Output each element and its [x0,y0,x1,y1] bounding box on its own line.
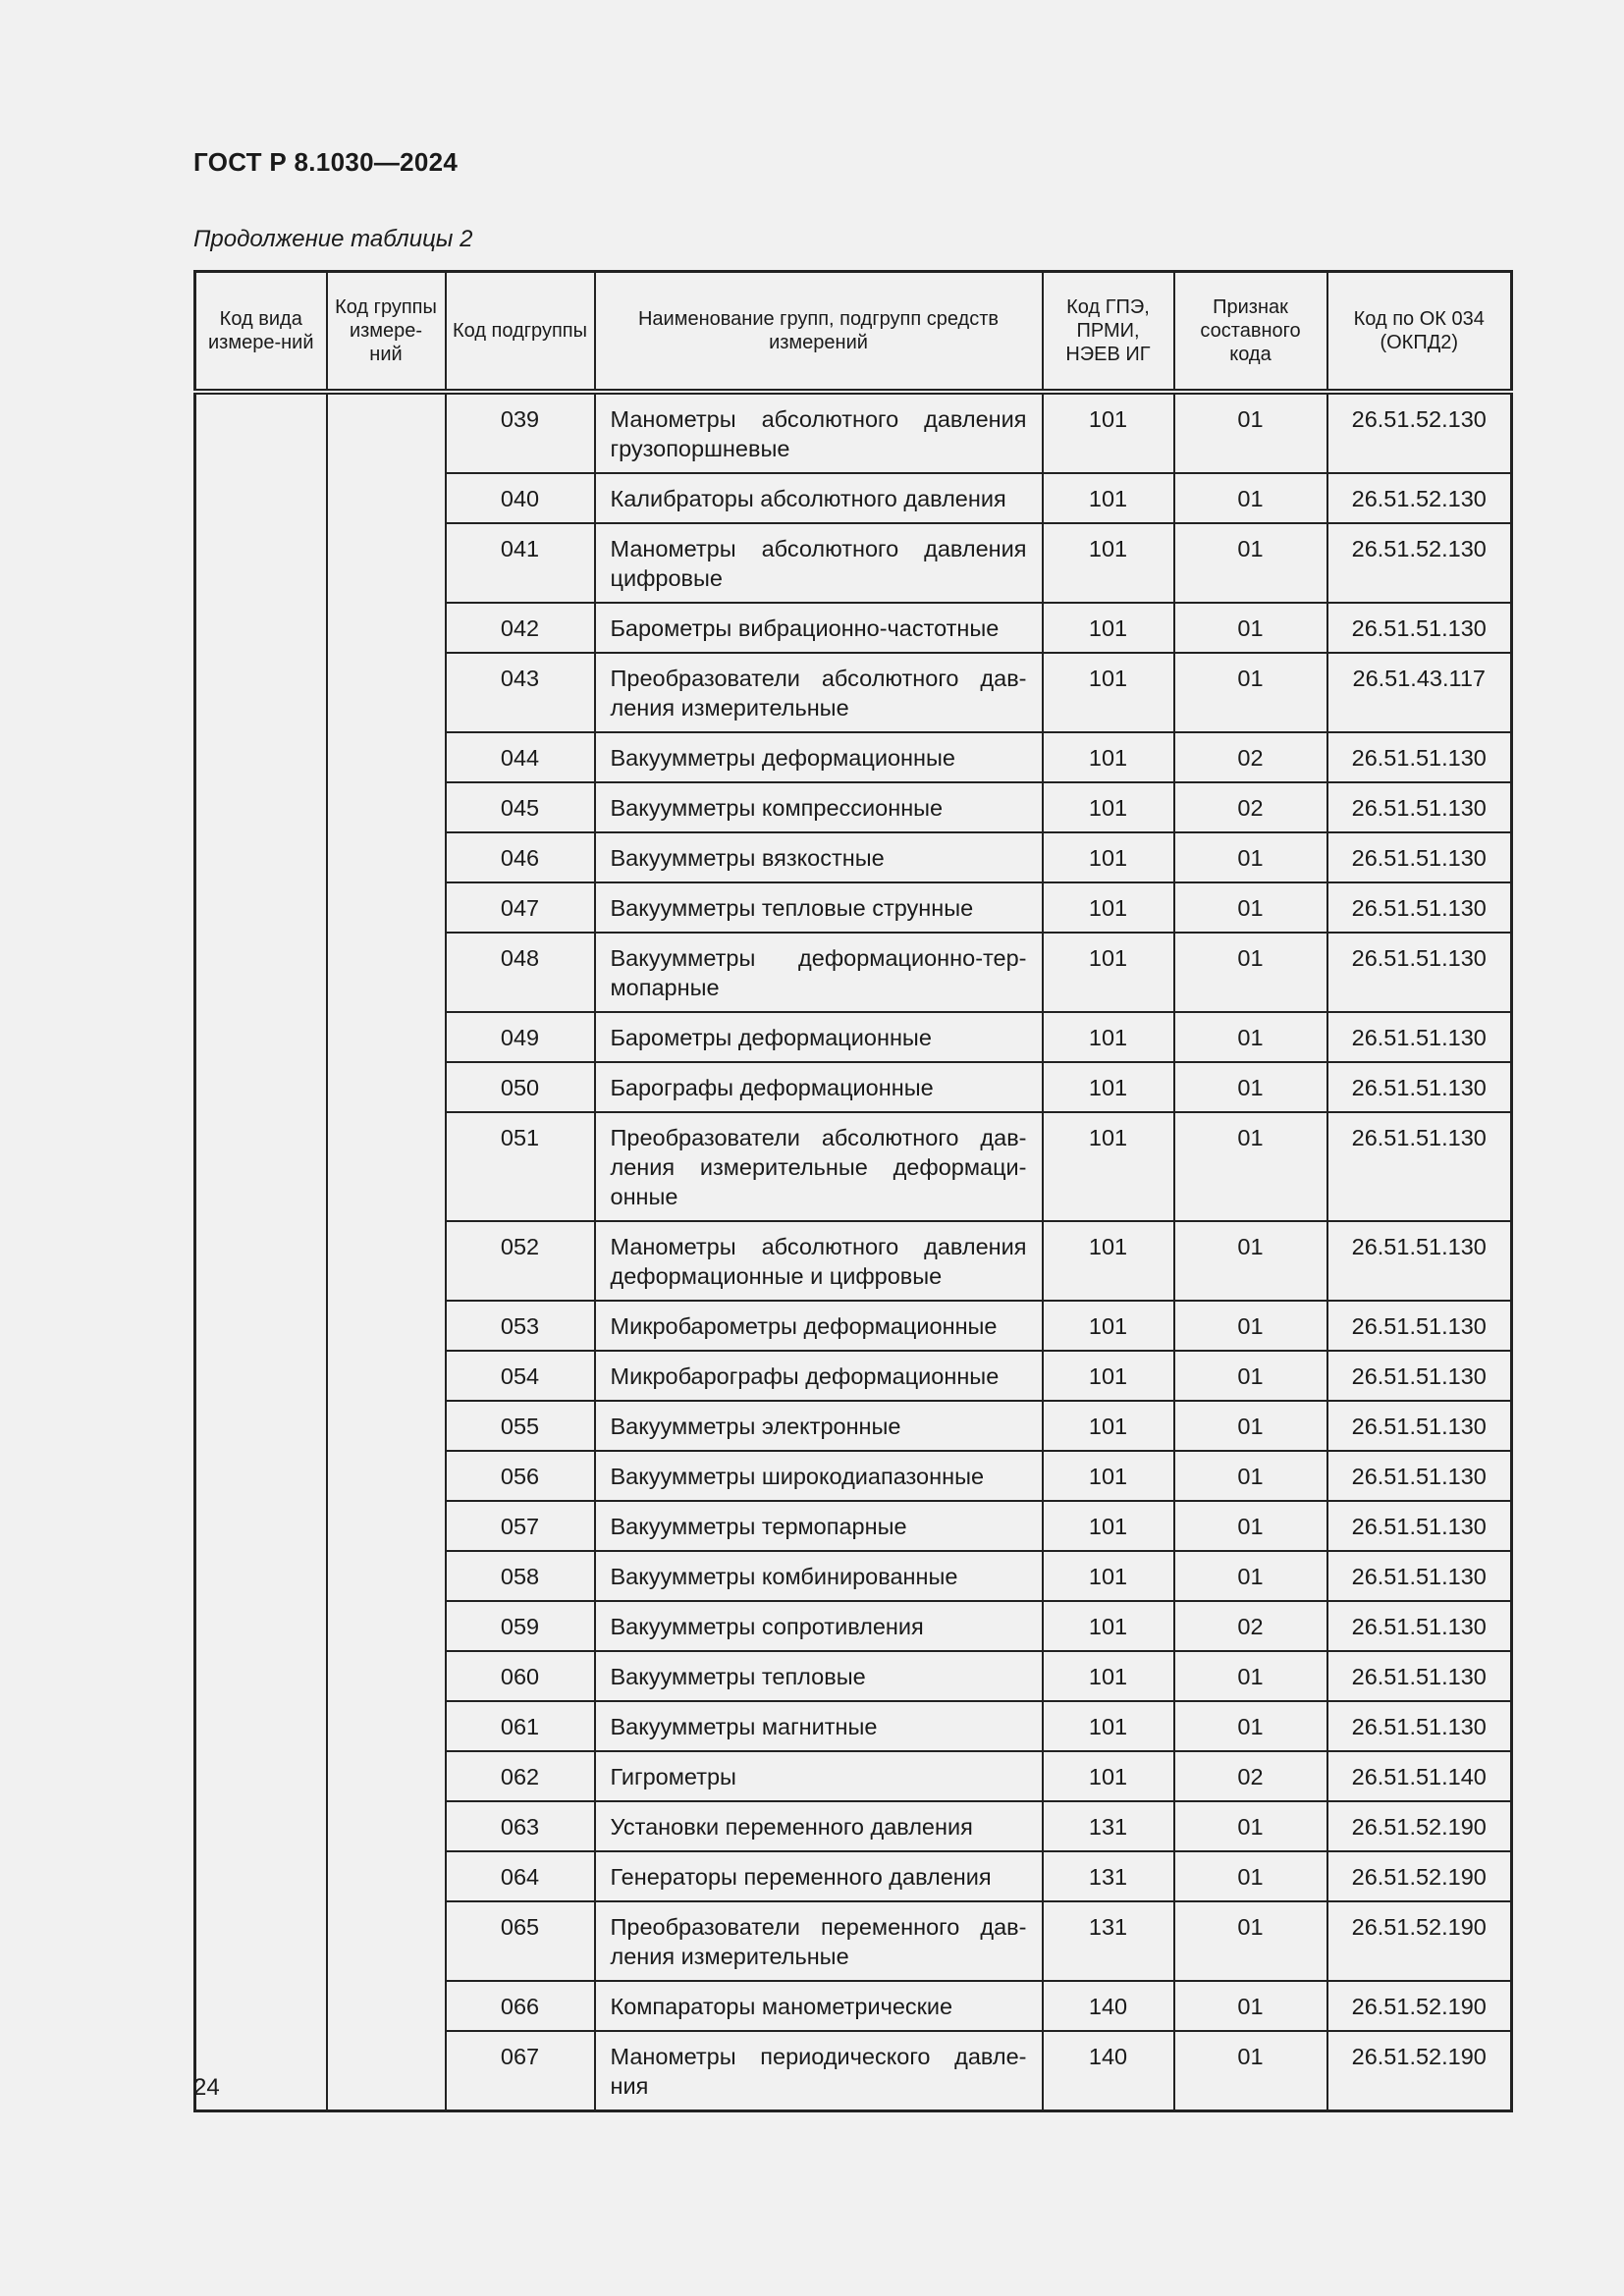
header-gpe-code: Код ГПЭ, ПРМИ, НЭЕВ ИГ [1043,272,1174,393]
group-name-cell: Вакуумметры комбинированные [595,1551,1043,1601]
group-name-cell: Калибраторы абсолютного давления [595,473,1043,523]
group-name-cell: Компараторы манометрические [595,1981,1043,2031]
composite-sign-cell: 01 [1174,653,1327,732]
subgroup-code-cell: 057 [446,1501,595,1551]
group-name-cell: Вакуумметры деформационные [595,732,1043,782]
group-name-cell: Манометры абсолютного давления грузопоршневые [595,392,1043,473]
okpd2-code-cell: 26.51.43.117 [1327,653,1512,732]
subgroup-code-cell: 053 [446,1301,595,1351]
composite-sign-cell: 02 [1174,1751,1327,1801]
subgroup-code-cell: 048 [446,933,595,1012]
table-row [195,392,1512,473]
gpe-code-cell: 101 [1043,1062,1174,1112]
composite-sign-cell: 01 [1174,1901,1327,1981]
gpe-code-cell: 101 [1043,392,1174,473]
subgroup-code-cell: 055 [446,1401,595,1451]
subgroup-code-cell: 043 [446,653,595,732]
composite-sign-cell: 02 [1174,1601,1327,1651]
composite-sign-cell: 01 [1174,1301,1327,1351]
composite-sign-cell: 01 [1174,603,1327,653]
group-name-cell: Вакуумметры тепловые струнные [595,882,1043,933]
okpd2-code-cell: 26.51.52.190 [1327,1981,1512,2031]
subgroup-code-cell: 058 [446,1551,595,1601]
okpd2-code-cell: 26.51.51.130 [1327,933,1512,1012]
group-name-cell: Вакуумметры компрессионные [595,782,1043,832]
subgroup-code-cell: 063 [446,1801,595,1851]
subgroup-code-cell: 060 [446,1651,595,1701]
gpe-code-cell: 101 [1043,653,1174,732]
header-okpd2-code: Код по ОК 034 (ОКПД2) [1327,272,1512,393]
page-number: 24 [193,2074,220,2101]
header-measurement-group-code: Код группы измере-ний [327,272,446,393]
composite-sign-cell: 01 [1174,1062,1327,1112]
header-subgroup-code: Код подгруппы [446,272,595,393]
composite-sign-cell: 01 [1174,1701,1327,1751]
header-measurement-type-code: Код вида измере-ний [195,272,327,393]
group-name-cell: Манометры абсолютного давления цифровые [595,523,1043,603]
subgroup-code-cell: 047 [446,882,595,933]
group-name-cell: Вакуумметры деформационно-тер-мопарные [595,933,1043,1012]
subgroup-code-cell: 064 [446,1851,595,1901]
group-name-cell: Преобразователи абсолютного дав-ления измерительные [595,653,1043,732]
header-composite-sign: Признак составного кода [1174,272,1327,393]
okpd2-code-cell: 26.51.51.130 [1327,1351,1512,1401]
group-name-cell: Барографы деформационные [595,1062,1043,1112]
composite-sign-cell: 01 [1174,1401,1327,1451]
group-name-cell: Преобразователи абсолютного дав-ления измерительные деформаци-онные [595,1112,1043,1221]
okpd2-code-cell: 26.51.51.130 [1327,1501,1512,1551]
gpe-code-cell: 101 [1043,782,1174,832]
composite-sign-cell: 01 [1174,1801,1327,1851]
group-name-cell: Установки переменного давления [595,1801,1043,1851]
subgroup-code-cell: 052 [446,1221,595,1301]
okpd2-code-cell: 26.51.51.130 [1327,1112,1512,1221]
group-name-cell: Вакуумметры магнитные [595,1701,1043,1751]
okpd2-code-cell: 26.51.52.190 [1327,1851,1512,1901]
gpe-code-cell: 101 [1043,832,1174,882]
subgroup-code-cell: 054 [446,1351,595,1401]
okpd2-code-cell: 26.51.52.190 [1327,1901,1512,1981]
subgroup-code-cell: 050 [446,1062,595,1112]
subgroup-code-cell: 040 [446,473,595,523]
subgroup-code-cell: 061 [446,1701,595,1751]
okpd2-code-cell: 26.51.52.190 [1327,1801,1512,1851]
okpd2-code-cell: 26.51.51.130 [1327,1651,1512,1701]
gpe-code-cell: 101 [1043,882,1174,933]
composite-sign-cell: 01 [1174,523,1327,603]
gpe-code-cell: 101 [1043,1601,1174,1651]
okpd2-code-cell: 26.51.51.130 [1327,1221,1512,1301]
subgroup-code-cell: 042 [446,603,595,653]
composite-sign-cell: 01 [1174,832,1327,882]
okpd2-code-cell: 26.51.51.130 [1327,1451,1512,1501]
okpd2-code-cell: 26.51.51.140 [1327,1751,1512,1801]
group-name-cell: Вакуумметры электронные [595,1401,1043,1451]
subgroup-code-cell: 051 [446,1112,595,1221]
measurement-type-cell [195,392,327,2111]
gpe-code-cell: 140 [1043,2031,1174,2111]
subgroup-code-cell: 065 [446,1901,595,1981]
gpe-code-cell: 101 [1043,473,1174,523]
group-name-cell: Вакуумметры термопарные [595,1501,1043,1551]
composite-sign-cell: 01 [1174,1501,1327,1551]
subgroup-code-cell: 045 [446,782,595,832]
header-group-name: Наименование групп, подгрупп средств измерений [595,272,1043,393]
composite-sign-cell: 01 [1174,1221,1327,1301]
group-name-cell: Вакуумметры сопротивления [595,1601,1043,1651]
okpd2-code-cell: 26.51.51.130 [1327,603,1512,653]
okpd2-code-cell: 26.51.51.130 [1327,1301,1512,1351]
gpe-code-cell: 101 [1043,1301,1174,1351]
okpd2-code-cell: 26.51.52.130 [1327,473,1512,523]
gpe-code-cell: 101 [1043,523,1174,603]
composite-sign-cell: 01 [1174,1551,1327,1601]
gpe-code-cell: 101 [1043,1221,1174,1301]
okpd2-code-cell: 26.51.51.130 [1327,832,1512,882]
subgroup-code-cell: 056 [446,1451,595,1501]
composite-sign-cell: 01 [1174,882,1327,933]
group-name-cell: Барометры деформационные [595,1012,1043,1062]
composite-sign-cell: 01 [1174,1112,1327,1221]
table-header-row [195,272,1512,393]
okpd2-code-cell: 26.51.51.130 [1327,1012,1512,1062]
okpd2-code-cell: 26.51.51.130 [1327,1601,1512,1651]
gpe-code-cell: 101 [1043,933,1174,1012]
subgroup-code-cell: 067 [446,2031,595,2111]
group-name-cell: Микробарографы деформационные [595,1351,1043,1401]
group-name-cell: Вакуумметры тепловые [595,1651,1043,1701]
subgroup-code-cell: 066 [446,1981,595,2031]
okpd2-code-cell: 26.51.51.130 [1327,1062,1512,1112]
table-container [193,270,1510,2112]
composite-sign-cell: 01 [1174,392,1327,473]
composite-sign-cell: 01 [1174,933,1327,1012]
group-name-cell: Манометры абсолютного давления деформационные и цифровые [595,1221,1043,1301]
composite-sign-cell: 02 [1174,732,1327,782]
subgroup-code-cell: 041 [446,523,595,603]
group-name-cell: Генераторы переменного давления [595,1851,1043,1901]
gpe-code-cell: 131 [1043,1801,1174,1851]
okpd2-code-cell: 26.51.51.130 [1327,732,1512,782]
gpe-code-cell: 101 [1043,732,1174,782]
subgroup-code-cell: 062 [446,1751,595,1801]
gpe-code-cell: 131 [1043,1901,1174,1981]
okpd2-code-cell: 26.51.52.130 [1327,392,1512,473]
classification-table [193,270,1513,2112]
measurement-group-cell [327,392,446,2111]
composite-sign-cell: 01 [1174,473,1327,523]
composite-sign-cell: 01 [1174,1451,1327,1501]
gpe-code-cell: 101 [1043,1651,1174,1701]
gpe-code-cell: 101 [1043,1112,1174,1221]
okpd2-code-cell: 26.51.51.130 [1327,1701,1512,1751]
gpe-code-cell: 101 [1043,1012,1174,1062]
gpe-code-cell: 101 [1043,1351,1174,1401]
okpd2-code-cell: 26.51.51.130 [1327,1551,1512,1601]
table-body [195,392,1512,2111]
group-name-cell: Вакуумметры широкодиапазонные [595,1451,1043,1501]
subgroup-code-cell: 039 [446,392,595,473]
gpe-code-cell: 101 [1043,603,1174,653]
gpe-code-cell: 101 [1043,1751,1174,1801]
group-name-cell: Преобразователи переменного дав-ления измерительные [595,1901,1043,1981]
group-name-cell: Манометры периодического давле-ния [595,2031,1043,2111]
gpe-code-cell: 101 [1043,1701,1174,1751]
gpe-code-cell: 131 [1043,1851,1174,1901]
gpe-code-cell: 101 [1043,1501,1174,1551]
gpe-code-cell: 101 [1043,1551,1174,1601]
document-header: ГОСТ Р 8.1030—2024 [193,147,459,177]
subgroup-code-cell: 059 [446,1601,595,1651]
composite-sign-cell: 01 [1174,2031,1327,2111]
gpe-code-cell: 101 [1043,1451,1174,1501]
group-name-cell: Гигрометры [595,1751,1043,1801]
group-name-cell: Микробарометры деформационные [595,1301,1043,1351]
composite-sign-cell: 01 [1174,1012,1327,1062]
group-name-cell: Барометры вибрационно-частотные [595,603,1043,653]
composite-sign-cell: 01 [1174,1351,1327,1401]
composite-sign-cell: 01 [1174,1851,1327,1901]
group-name-cell: Вакуумметры вязкостные [595,832,1043,882]
okpd2-code-cell: 26.51.51.130 [1327,882,1512,933]
gpe-code-cell: 101 [1043,1401,1174,1451]
okpd2-code-cell: 26.51.52.130 [1327,523,1512,603]
subgroup-code-cell: 049 [446,1012,595,1062]
subgroup-code-cell: 046 [446,832,595,882]
composite-sign-cell: 02 [1174,782,1327,832]
okpd2-code-cell: 26.51.52.190 [1327,2031,1512,2111]
table-caption: Продолжение таблицы 2 [193,226,473,252]
composite-sign-cell: 01 [1174,1981,1327,2031]
subgroup-code-cell: 044 [446,732,595,782]
okpd2-code-cell: 26.51.51.130 [1327,782,1512,832]
gpe-code-cell: 140 [1043,1981,1174,2031]
composite-sign-cell: 01 [1174,1651,1327,1701]
okpd2-code-cell: 26.51.51.130 [1327,1401,1512,1451]
